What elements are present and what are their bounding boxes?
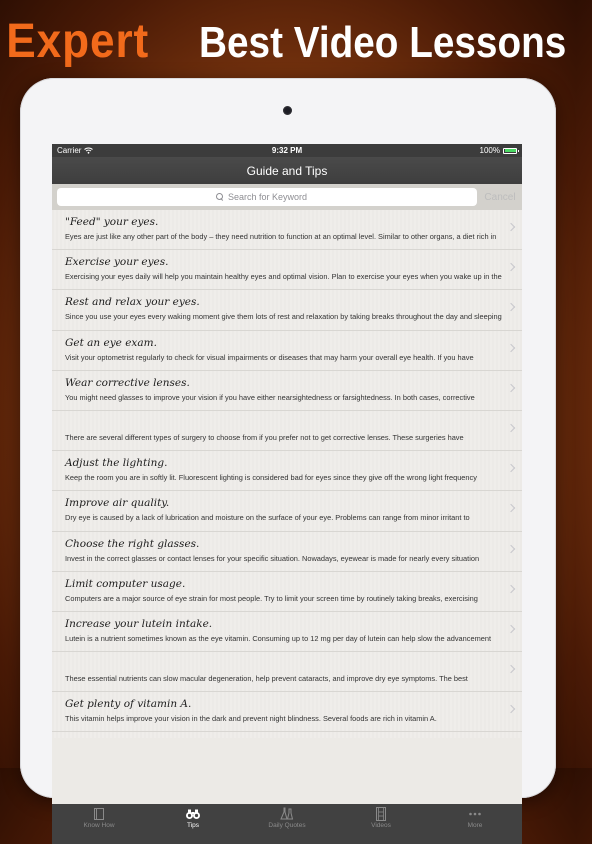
item-description: Lutein is a nutrient sometimes known as the eye vitamin. Consuming up to 12 mg per day of lutein can help slow the advancement: [65, 633, 492, 643]
battery-percent: 100%: [479, 146, 500, 155]
more-icon: [467, 807, 483, 821]
status-bar: [52, 144, 522, 157]
carrier-label: Carrier: [57, 146, 82, 155]
app-screen: [52, 144, 522, 829]
list-item[interactable]: [52, 572, 522, 612]
promo-banner: [0, 14, 576, 74]
tab-label: Daily Quotes: [268, 822, 306, 829]
cancel-button[interactable]: Cancel: [484, 191, 516, 203]
item-title: "Feed" your eyes.: [65, 216, 159, 228]
tab-know-how[interactable]: [64, 807, 134, 844]
item-title: [65, 656, 502, 671]
item-title: Limit computer usage.: [65, 577, 186, 590]
tab-label: Tips: [186, 822, 200, 829]
battery-icon: [503, 148, 517, 154]
nav-bar: [52, 157, 522, 184]
item-description: Keep the room you are in softly lit. Fluorescent lighting is considered bad for eyes since they give off the wrong light frequency: [65, 473, 477, 483]
tab-label: Videos: [371, 822, 391, 829]
item-description: Exercising your eyes daily will help you maintain healthy eyes and optimal vision. Plan to exercise your eyes when you wake up in the: [65, 272, 502, 282]
item-title: Exercise your eyes.: [65, 256, 169, 269]
tab-bar: [52, 804, 522, 844]
item-description: Since you use your eyes every waking moment give them lots of rest and relaxation by taking breaks throughout the day and sleeping: [65, 312, 502, 322]
search-icon: [216, 193, 224, 201]
banner-accent: Expert: [6, 15, 150, 68]
chevron-right-icon: [507, 625, 515, 633]
chevron-right-icon: [507, 584, 515, 592]
item-description: Visit your optometrist regularly to check for visual impairments or diseases that may harm your overall eye health. If you have: [65, 352, 474, 362]
list-item[interactable]: [52, 411, 522, 451]
tab-label: Know How: [83, 822, 115, 829]
item-description: You might need glasses to improve your vision if you have either nearsightedness or farsightedness. In both cases, corrective: [65, 392, 475, 402]
search-bar: [52, 184, 522, 210]
list-item[interactable]: [52, 250, 522, 290]
chevron-right-icon: [507, 263, 515, 271]
item-title: Rest and relax your eyes.: [65, 296, 200, 309]
list-item[interactable]: [52, 451, 522, 491]
item-title: Choose the right glasses.: [65, 537, 200, 550]
tab-label: More: [467, 822, 483, 829]
list-item[interactable]: [52, 532, 522, 572]
binoculars-icon: [185, 807, 201, 821]
film-icon: [374, 807, 388, 821]
chevron-right-icon: [507, 343, 515, 351]
item-title: Get an eye exam.: [65, 336, 157, 349]
chevron-right-icon: [507, 223, 515, 231]
chevron-right-icon: [507, 384, 515, 392]
tab-daily-quotes[interactable]: [252, 807, 322, 844]
item-description: These essential nutrients can slow macular degeneration, help prevent cataracts, and improve dry eye symptoms. The best: [65, 674, 468, 684]
item-description: This vitamin helps improve your vision in the dark and prevent night blindness. Several foods are rich in vitamin A.: [65, 714, 437, 724]
tab-more[interactable]: [440, 807, 510, 844]
chevron-right-icon: [507, 303, 515, 311]
ipad-frame: [20, 78, 556, 829]
list-item[interactable]: [52, 290, 522, 330]
tab-videos[interactable]: [346, 807, 416, 844]
item-description: Invest in the correct glasses or contact lenses for your specific situation. Nowadays, eyewear is made for nearly every situation: [65, 553, 480, 563]
status-time: 9:32 PM: [271, 146, 303, 155]
chevron-right-icon: [507, 544, 515, 552]
list-item[interactable]: [52, 210, 522, 250]
page-title: Guide and Tips: [246, 163, 328, 178]
list-item[interactable]: [52, 331, 522, 371]
tips-list: [52, 210, 522, 738]
list-item[interactable]: [52, 652, 522, 692]
item-description: Dry eye is caused by a lack of lubrication and moisture on the surface of your eye. Problems can range from minor irritant to: [65, 513, 470, 523]
book-icon: [92, 807, 106, 821]
item-title: [65, 415, 502, 430]
chevron-right-icon: [507, 705, 515, 713]
item-description: Computers are a major source of eye strain for most people. Try to limit your screen time by routinely taking breaks, exercising: [65, 593, 478, 603]
list-item[interactable]: [52, 692, 522, 732]
list-item[interactable]: [52, 491, 522, 531]
search-input[interactable]: [228, 192, 318, 202]
item-description: Eyes are just like any other part of the body – they need nutrition to function at an optimal level. Similar to other organs, a diet rich in: [65, 232, 497, 241]
item-title: Adjust the lighting.: [65, 457, 168, 470]
item-title: Get plenty of vitamin A.: [65, 698, 192, 711]
camera-icon: [283, 106, 292, 115]
item-title: Wear corrective lenses.: [65, 376, 190, 389]
item-title: Improve air quality.: [65, 497, 170, 510]
item-title: Increase your lutein intake.: [65, 617, 213, 630]
list-item[interactable]: [52, 371, 522, 411]
chevron-right-icon: [507, 504, 515, 512]
chevron-right-icon: [507, 665, 515, 673]
chevron-right-icon: [507, 464, 515, 472]
item-description: There are several different types of surgery to choose from if you prefer not to get corrective lenses. These surgeries have: [65, 432, 464, 442]
search-box[interactable]: [57, 188, 477, 206]
banner-title: Best Video Lessons: [199, 18, 567, 67]
tab-tips[interactable]: [158, 807, 228, 844]
list-item[interactable]: [52, 612, 522, 652]
chevron-right-icon: [507, 424, 515, 432]
flask-icon: [279, 807, 295, 821]
